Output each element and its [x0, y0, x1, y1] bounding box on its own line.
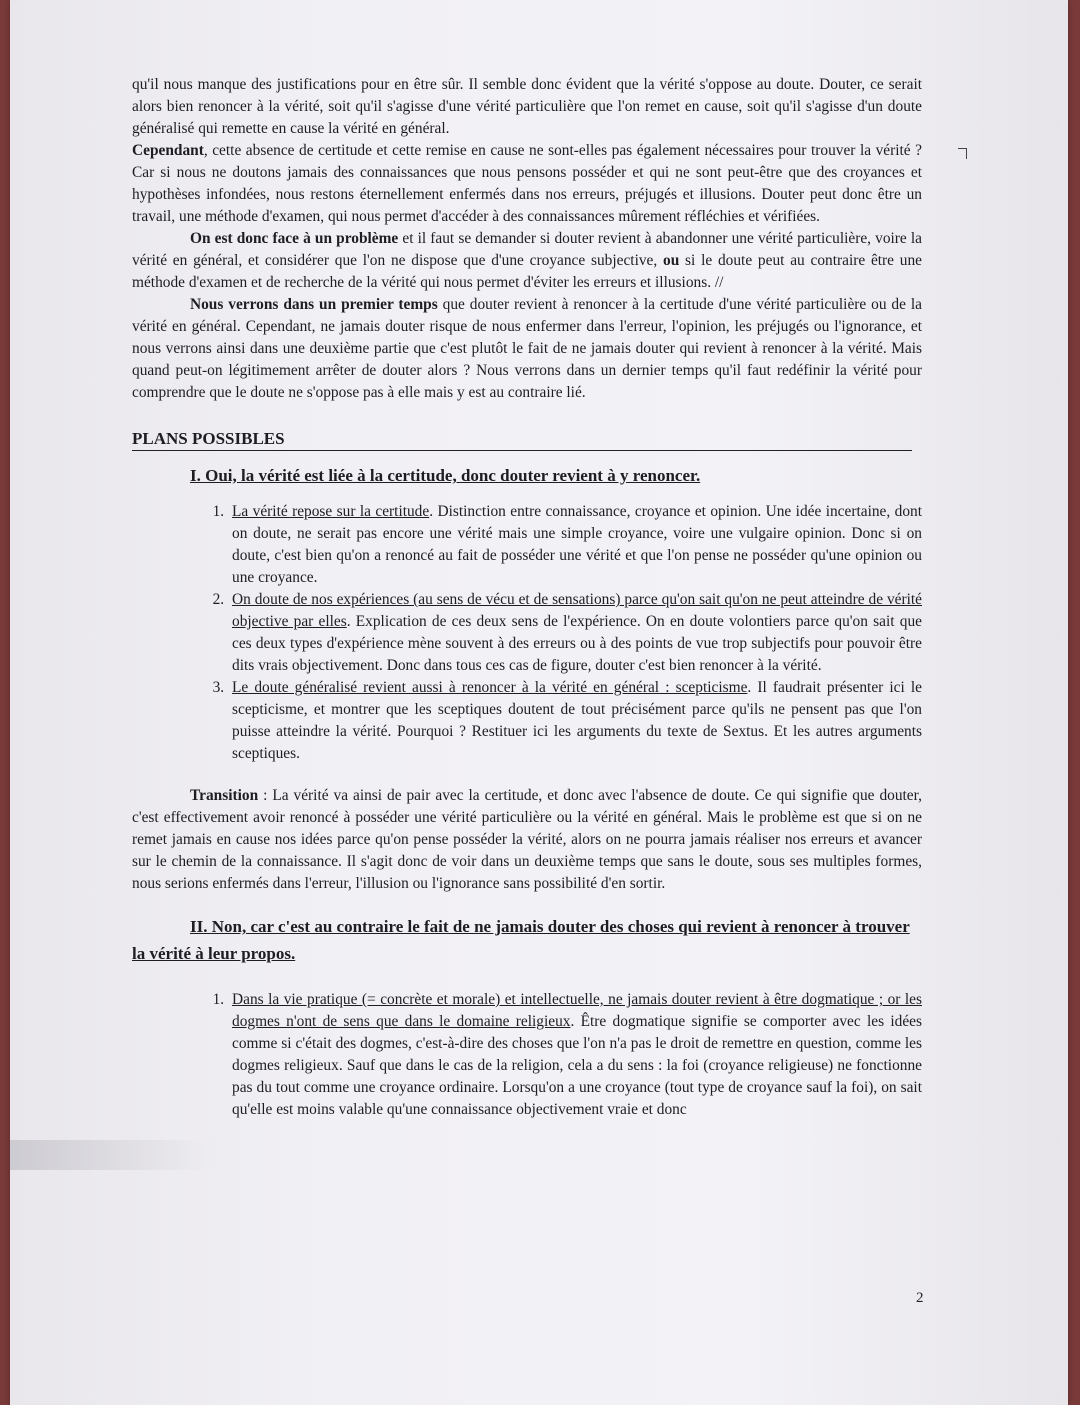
transition-paragraph — [132, 785, 922, 895]
intro-keyword-cependant: Cependant — [132, 142, 204, 159]
part-2-title — [132, 913, 922, 967]
intro-paragraph-2 — [132, 228, 922, 294]
list-item-heading: Dans la vie pratique (= concrète et morale) et intellectuelle, ne jamais douter revient à être dogmatique ; or les dogmes n'ont de sens que dans le domaine religieux — [232, 991, 922, 1030]
list-item-heading: On doute de nos expériences (au sens de vécu et de sensations) parce qu'on sait qu'on ne peut atteindre de vérité objective par elles — [232, 591, 922, 630]
document-body — [132, 74, 922, 1135]
transition-text: : La vérité va ainsi de pair avec la certitude, et donc avec l'absence de doute. Ce qui signifie que douter, c'est effectivement avoir renoncé à posséder une vérité particulière ou la vérité en général. Mais le problème est que si on ne remet jamais en cause nos idées parce qu'on pense posséder la vérité, alors on ne pourra jamais réaliser nos erreurs et avancer sur le chemin de la connaissance. Il s'agit donc de voir dans un deuxième temps que sans le doute, sous ses multiples formes, nous serions enfermés dans l'erreur, l'illusion ou l'ignorance sans possibilité d'en sortir. — [132, 787, 922, 892]
intro-keyword-probleme: On est donc face à un problème — [190, 230, 399, 247]
list-item — [228, 989, 922, 1121]
intro-text: et il faut se demander si douter revient à abandonner une vérité particulière, voire la vérité en général, et considérer que l'on ne dispose que d'une croyance subjective, — [132, 230, 922, 269]
page-shadow — [10, 1140, 210, 1170]
intro-text: , cette absence de certitude et cette remise en cause ne sont-elles pas également nécessaires pour trouver la vérité ? Car si nous ne doutons jamais des connaissances que nous pensons posséder et qui ne sont peut-être que des croyances et hypothèses infondées, nous restons éternellement enfermés dans nos erreurs, préjugés et illusions. Douter peut donc être un travail, une méthode d'examen, qui nous permet d'accéder à des connaissances mûrement réfléchies et vérifiées. — [132, 142, 922, 225]
list-item-text: . Être dogmatique signifie se comporter avec les idées comme si c'était des dogmes, c'est-à-dire des choses que l'on n'a pas le droit de remettre en question, comme les dogmes religieux. Sauf que dans le cas de la religion, cela a du sens : la foi (croyance religieuse) ne fonctionne pas du tout comme une croyance ordinaire. Lorsqu'on a une croyance (tout type de croyance sauf la foi), on sait qu'elle est moins valable qu'une connaissance objectivement vraie et donc — [232, 1013, 922, 1118]
intro-text: que douter revient à renoncer à la certitude d'une vérité particulière ou de la vérité en général. Cependant, ne jamais douter risque de nous enfermer dans l'erreur, l'opinion, les préjugés ou l'ignorance, et nous verrons ainsi dans une deuxième partie que c'est plutôt le fait de ne jamais douter qui revient à renoncer à la vérité. Mais quand peut-on légitimement arrêter de douter alors ? Nous verrons dans un dernier temps qu'il faut redéfinir la vérité pour comprendre que le doute ne s'oppose pas à elle mais y est au contraire lié. — [132, 296, 922, 401]
intro-paragraph-3 — [132, 294, 922, 404]
intro-keyword-premier-temps: Nous verrons dans un premier temps — [190, 296, 438, 313]
list-item-text: . Distinction entre connaissance, croyance et opinion. Une idée incertaine, dont on doute, ne serait pas encore une vérité mais une simple croyance, voire une vulgaire opinion. Donc si on doute, c'est bien qu'on a renoncé au fait de posséder une vérité et que l'on pense ne posséder qu'une opinion ou une croyance. — [232, 503, 922, 586]
plans-heading: PLANS POSSIBLES — [132, 428, 912, 451]
part-1-title — [190, 465, 922, 487]
intro-text: si le doute peut au contraire être une méthode d'examen et de recherche de la vérité qui nous permet d'éviter les erreurs et illusions. // — [132, 252, 923, 291]
list-item-heading: La vérité repose sur la certitude — [232, 503, 430, 520]
list-item-text: . Explication de ces deux sens de l'expérience. On en doute volontiers parce qu'on sait que ces deux types d'expérience mène souvent à des erreurs ou à des points de vue trop subjectifs pour pouvoir être dits vrais objectivement. Donc dans tous ces cas de figure, douter c'est bien renoncer à la vérité. — [232, 613, 922, 674]
intro-paragraph-1: qu'il nous manque des justifications pour en être sûr. Il semble donc évident que la vérité s'oppose au doute. Douter, ce serait alors bien renoncer à la vérité, soit qu'il s'agisse d'une vérité particulière que l'on remet en cause, soit qu'il s'agisse d'un doute généralisé qui remette en cause la vérité en général. — [132, 76, 922, 137]
list-item — [228, 677, 922, 765]
margin-mark — [958, 148, 967, 159]
part-1-list — [132, 501, 922, 765]
document-page — [10, 0, 1068, 1405]
list-item-heading: Le doute généralisé revient aussi à renoncer à la vérité en général : scepticisme — [232, 679, 748, 696]
part-2-list — [132, 989, 922, 1121]
transition-label: Transition — [190, 787, 259, 804]
intro-keyword-ou: ou — [663, 252, 680, 269]
list-item — [228, 589, 922, 677]
part-2-title-text: II. Non, car c'est au contraire le fait de ne jamais douter des choses qui revient à renoncer à trouver la vérité à leur propos. — [132, 917, 910, 963]
part-1-title-text: I. Oui, la vérité est liée à la certitude, donc douter revient à y renoncer. — [190, 466, 701, 485]
page-number: 2 — [916, 1290, 924, 1306]
list-item-text: . Il faudrait présenter ici le scepticisme, et montrer que les sceptiques doutent de tout précisément parce qu'ils ne pensent pas que l'on puisse atteindre la vérité. Pourquoi ? Restituer ici les arguments du texte de Sextus. Et les autres arguments sceptiques. — [232, 679, 923, 762]
list-item — [228, 501, 922, 589]
intro-paragraph-1b — [132, 140, 922, 228]
